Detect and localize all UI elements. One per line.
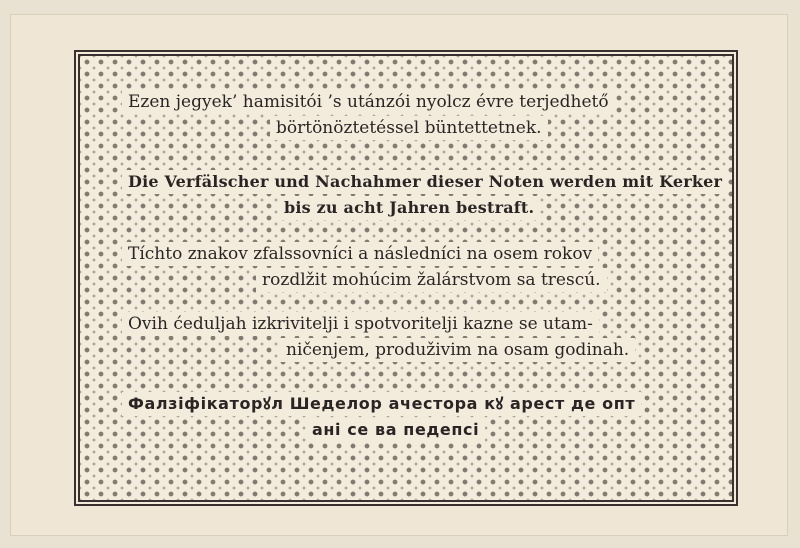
croatian-line-2: ničenjem, produživim na osam godinah. — [280, 338, 635, 362]
german-line-1: Die Verfälscher und Nachahmer dieser Noten werden mit Kerker — [122, 170, 728, 194]
romanian-line-1: Фалзіфікаторꙋл Шеделор ачестора кꙋ арест де опт — [122, 392, 641, 416]
slovak-line-2: rozdlžit mohúcim žalárstvom sa trescú. — [256, 268, 607, 292]
croatian-line-1: Ovih ćeduljah izkrivitelji i spotvoritelji kazne se utam- — [122, 312, 599, 336]
german-line-2: bis zu acht Jahren bestraft. — [278, 196, 540, 220]
ornamental-border-frame — [78, 54, 734, 502]
slovak-line-1: Tíchto znakov zfalssovníci a následníci na osem rokov — [122, 242, 598, 266]
hungarian-line-2: börtönöztetéssel büntettetnek. — [270, 116, 548, 140]
hungarian-line-1: Ezen jegyek’ hamisitói ’s utánzói nyolcz évre terjedhető — [122, 90, 615, 114]
romanian-line-2: ані се ва педепсі — [306, 418, 485, 442]
